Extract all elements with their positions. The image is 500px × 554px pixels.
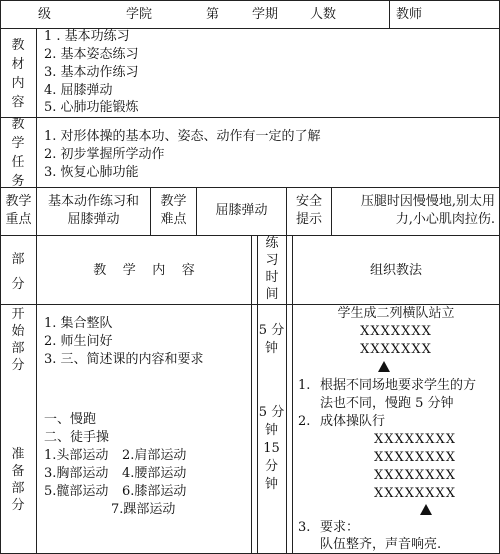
teacher-position-icon xyxy=(378,361,390,372)
teacher-label: 教师 xyxy=(396,7,423,22)
exercise-item: 4.腰部运动 xyxy=(122,466,187,481)
prep-label: 准 备 部 分 xyxy=(11,447,25,513)
formation-row: XXXXXXXX xyxy=(373,468,457,483)
grade-label: 级 xyxy=(38,7,52,22)
requirements-text: 队伍整齐，声音响亮. xyxy=(320,537,442,552)
formation-row: XXXXXXX xyxy=(360,342,432,357)
method-number: 3. xyxy=(298,520,311,535)
start-item: 2. 师生问好 xyxy=(44,334,113,349)
rule xyxy=(286,235,287,554)
method-text: 根据不同场地要求学生的方 xyxy=(320,378,477,393)
start-item: 1. 集合整队 xyxy=(44,316,113,331)
difficulty-text: 屈膝弹动 xyxy=(215,203,268,218)
rule xyxy=(0,235,500,236)
exercise-item: 5.髋部运动 xyxy=(44,484,109,499)
material-item: 1 . 基本功练习 xyxy=(44,29,130,44)
teacher-position-icon xyxy=(420,504,432,515)
method-text: 法也不同，慢跑 5 分钟 xyxy=(320,396,454,411)
formation-row: XXXXXXXX xyxy=(373,450,457,465)
rule xyxy=(0,187,500,188)
rule xyxy=(0,0,500,1)
exercise-item: 6.膝部运动 xyxy=(122,484,187,499)
key-point-label: 教学 重点 xyxy=(5,194,32,227)
requirements-title: 要求： xyxy=(320,520,360,535)
start-item: 3. 三、简述课的内容和要求 xyxy=(44,352,204,367)
prep-item: 二、徒手操 xyxy=(44,430,110,445)
exercise-item: 3.胸部运动 xyxy=(44,466,109,481)
count-label: 人数 xyxy=(310,7,337,22)
week-label: 第 xyxy=(206,7,220,22)
rule xyxy=(0,0,1,554)
rule xyxy=(0,117,500,118)
material-item: 5. 心肺功能锻炼 xyxy=(44,100,139,115)
prep-item: 一、慢跑 xyxy=(44,412,97,427)
college-label: 学院 xyxy=(126,7,153,22)
method-text: 成体操队行 xyxy=(320,414,386,429)
safety-text: 压腿时因慢慢地,别太用 力,小心肌肉拉伤. xyxy=(360,194,495,227)
formation-row: XXXXXXXX xyxy=(373,486,457,501)
materials-label: 教 材 内 容 xyxy=(11,38,25,110)
time-header: 练 习 时 间 xyxy=(265,236,279,302)
start-method-title: 学生成二列横队站立 xyxy=(337,306,455,321)
material-item: 2. 基本姿态练习 xyxy=(44,47,139,62)
key-point-text: 基本动作练习和 屈膝弹动 xyxy=(47,194,139,227)
rule xyxy=(331,187,332,235)
exercise-item: 1.头部运动 xyxy=(44,448,109,463)
prep-time-exercise: 15 分 钟 xyxy=(263,441,280,492)
formation-row: XXXXXXXX xyxy=(373,432,457,447)
task-item: 1. 对形体操的基本功、姿态、动作有一定的了解 xyxy=(44,129,321,144)
prep-time-run: 5 分 钟 xyxy=(258,405,285,438)
rule xyxy=(292,235,293,554)
task-item: 2. 初步掌握所学动作 xyxy=(44,147,165,162)
material-item: 4. 屈膝弹动 xyxy=(44,83,113,98)
start-time: 5 分 钟 xyxy=(258,323,285,356)
method-number: 1. xyxy=(298,378,311,393)
safety-label: 安全 提示 xyxy=(295,194,322,227)
rule xyxy=(36,28,37,554)
method-number: 2. xyxy=(298,414,311,429)
tasks-label: 教 学 任 务 xyxy=(11,117,25,189)
start-label: 开 始 部 分 xyxy=(11,307,25,373)
rule xyxy=(257,235,258,554)
exercise-item: 7.踝部运动 xyxy=(111,502,176,517)
content-header: 教 学 内 容 xyxy=(93,263,195,278)
exercise-item: 2.肩部运动 xyxy=(122,448,187,463)
task-item: 3. 恢复心肺功能 xyxy=(44,165,139,180)
formation-row: XXXXXXX xyxy=(360,324,432,339)
method-header: 组织教法 xyxy=(369,263,422,278)
section-header: 部 分 xyxy=(11,252,25,292)
rule xyxy=(389,0,390,28)
rule xyxy=(251,235,252,554)
material-item: 3. 基本动作练习 xyxy=(44,65,139,80)
semester-label: 学期 xyxy=(252,7,279,22)
difficulty-label: 教学 难点 xyxy=(160,194,187,227)
